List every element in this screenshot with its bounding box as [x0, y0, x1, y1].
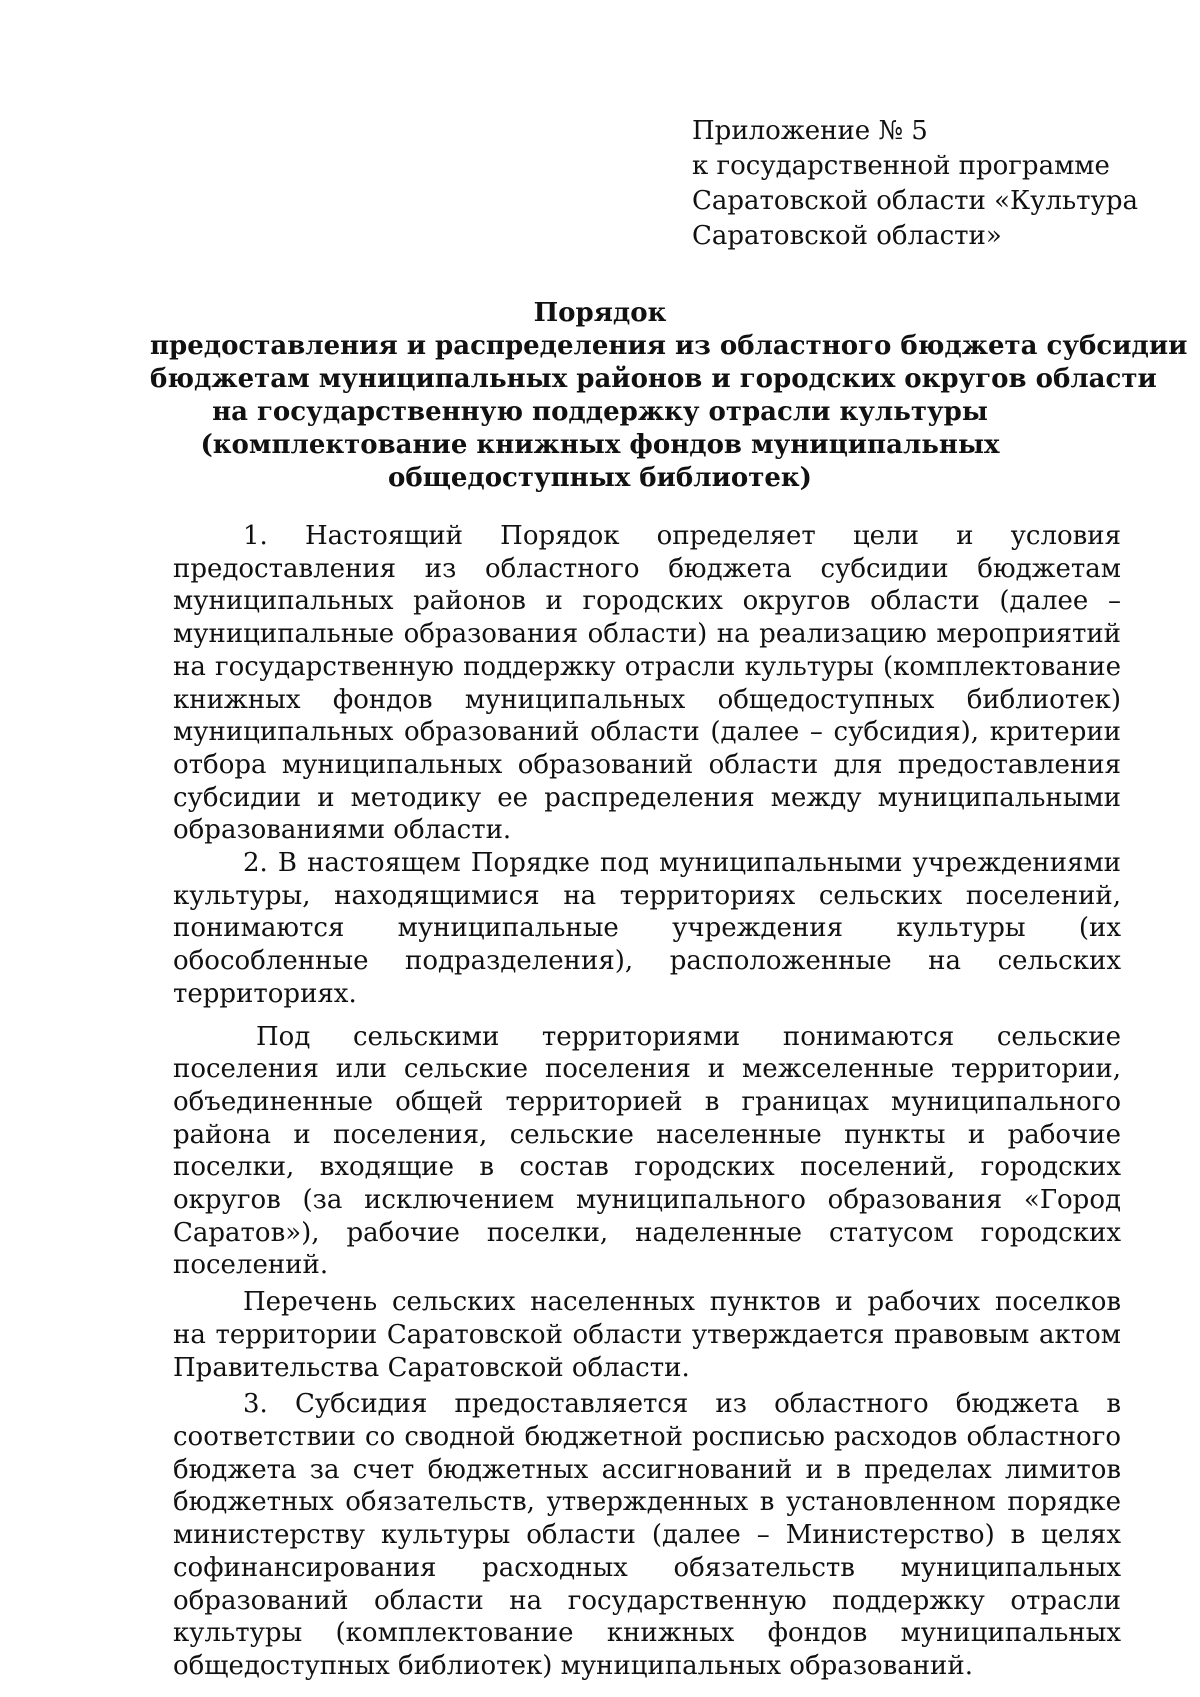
title-line: предоставления и распределения из областного бюджета субсидии	[150, 331, 1188, 361]
paragraph-rural-territories: Под сельскими территориями понимаются сельские поселения или сельские поселения и межселенные территории, объединенные общей территорией в границах муниципального района и поселения, сельские населенные пункты и рабочие поселки, входящие в состав городских поселений, городских округов (за исключением муниципального образования «Город Саратов»), рабочие поселки, наделенные статусом городских поселений.	[173, 1021, 1121, 1281]
title-line: (комплектование книжных фондов муниципальных	[200, 430, 1000, 460]
paragraph-3: 3. Субсидия предоставляется из областного бюджета в соответствии со сводной бюджетной росписью расходов областного бюджета за счет бюджетных ассигнований и в пределах лимитов бюджетных обязательств, утвержденных в установленном порядке министерству культуры области (далее – Министерство) в целях софинансирования расходных обязательств муниципальных образований области на государственную поддержку отрасли культуры (комплектование книжных фондов муниципальных общедоступных библиотек) муниципальных образований.	[173, 1389, 1121, 1681]
title-line: общедоступных библиотек)	[388, 463, 812, 493]
title-line: на государственную поддержку отрасли культуры	[212, 397, 988, 427]
appendix-line: Приложение № 5	[692, 116, 928, 146]
document-title	[150, 297, 1188, 495]
paragraph-1: 1. Настоящий Порядок определяет цели и условия предоставления из областного бюджета субсидии бюджетам муниципальных районов и городских округов области (далее – муниципальные образования области) на реализацию мероприятий на государственную поддержку отрасли культуры (комплектование книжных фондов муниципальных общедоступных библиотек) муниципальных образований области (далее – субсидия), критерии отбора муниципальных образований области для предоставления субсидии и методику ее распределения между муниципальными образованиями области.	[173, 521, 1121, 846]
document-body	[173, 520, 1121, 1683]
appendix-line: Саратовской области»	[692, 221, 1002, 251]
appendix-line: Саратовской области «Культура	[692, 186, 1138, 216]
appendix-header	[692, 114, 1152, 254]
paragraph-2: 2. В настоящем Порядке под муниципальными учреждениями культуры, находящимися на территориях сельских поселений, понимаются муниципальные учреждения культуры (их обособленные подразделения), расположенные на сельских территориях.	[173, 848, 1121, 1009]
appendix-line: к государственной программе	[692, 151, 1110, 181]
paragraph-settlements-list: Перечень сельских населенных пунктов и рабочих поселков на территории Саратовской области утверждается правовым актом Правительства Саратовской области.	[173, 1287, 1121, 1383]
title-line: бюджетам муниципальных районов и городских округов области	[150, 364, 1157, 394]
title-line: Порядок	[533, 298, 667, 328]
